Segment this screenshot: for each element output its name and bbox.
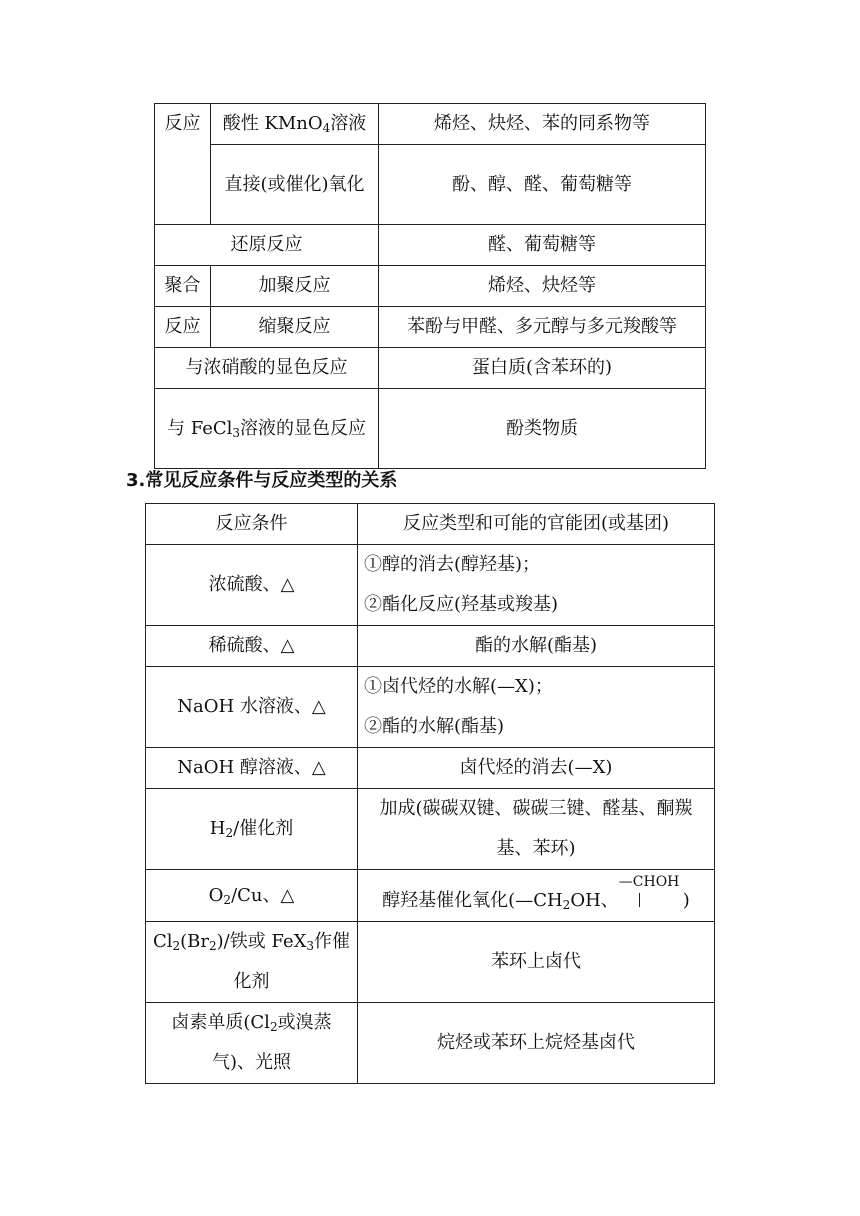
- section-heading: 3.常见反应条件与反应类型的关系: [126, 470, 398, 491]
- condition-cell: 浓硫酸、△: [146, 545, 358, 626]
- reaction-category-cell: [155, 389, 379, 469]
- substance-cell: 酚、醇、醛、葡萄糖等: [379, 145, 706, 225]
- reaction-type-cell: 加成(碳碳双键、碳碳三键、醛基、酮羰基、苯环): [358, 789, 715, 870]
- condition-cell: NaOH 醇溶液、△: [146, 748, 358, 789]
- cell-text: H: [209, 818, 226, 839]
- table-header-row: [146, 504, 715, 545]
- table-row: [155, 145, 706, 225]
- table-row: [146, 922, 715, 1003]
- subscript: 3: [232, 425, 241, 440]
- reaction-type-cell: [358, 870, 715, 922]
- reagent-text: 溶液: [330, 113, 367, 134]
- reaction-line: ①醇的消去(醇羟基)；: [364, 554, 541, 575]
- subscript: 2: [223, 892, 232, 907]
- cell-text: /Cu、△: [231, 884, 295, 906]
- condition-table: [145, 503, 715, 1084]
- subscript: 3: [306, 939, 315, 953]
- substance-cell: 烯烃、炔烃、苯的同系物等: [379, 104, 706, 145]
- reaction-line: ②酯化反应(羟基或羧基): [364, 594, 559, 615]
- table-row: [146, 667, 715, 748]
- subscript: 2: [225, 826, 234, 840]
- table-row: [155, 225, 706, 266]
- reaction-type-cell: 苯环上卤代: [358, 922, 715, 1003]
- table-row: [155, 266, 706, 307]
- table-row: [155, 307, 706, 348]
- condition-cell: [146, 922, 358, 1003]
- cell-text: 或溴蒸气)、光照: [211, 1012, 332, 1073]
- substance-cell: 烯烃、炔烃等: [379, 266, 706, 307]
- reaction-type-cell: 卤代烃的消去(—X): [358, 748, 715, 789]
- cell-text: )/铁或 FeX: [216, 931, 307, 952]
- table-row: [155, 104, 706, 145]
- cell-text: /催化剂: [233, 818, 294, 839]
- cell-text: O: [208, 884, 224, 906]
- reaction-type-cell: [358, 667, 715, 748]
- cell-text: 与 FeCl: [166, 417, 233, 439]
- cell-text: OH、: [570, 889, 619, 911]
- structure-group: —CHOH: [618, 873, 680, 890]
- reagent-cell: 加聚反应: [211, 266, 379, 307]
- reaction-type-cell: [358, 545, 715, 626]
- condition-cell: 稀硫酸、△: [146, 626, 358, 667]
- table-row: [146, 1003, 715, 1084]
- subscript: 4: [322, 121, 331, 135]
- column-header: 反应类型和可能的官能团(或基团): [358, 504, 715, 545]
- reaction-line: ①卤代烃的水解(—X)；: [364, 676, 553, 697]
- chemical-structure: [618, 873, 683, 913]
- reaction-category-cell: 聚合: [155, 266, 211, 307]
- condition-cell: [146, 870, 358, 922]
- table-row: [155, 348, 706, 389]
- reagent-cell: 缩聚反应: [211, 307, 379, 348]
- subscript: 2: [208, 939, 217, 953]
- substance-cell: 醛、葡萄糖等: [379, 225, 706, 266]
- cell-text: 醇羟基催化氧化(—CH: [382, 889, 563, 911]
- reaction-type-cell: 酯的水解(酯基): [358, 626, 715, 667]
- cell-text: 溶液的显色反应: [240, 417, 367, 439]
- table-row: [146, 870, 715, 922]
- substance-cell: 蛋白质(含苯环的): [379, 348, 706, 389]
- cell-text: 作催化剂: [233, 931, 351, 992]
- reagent-cell: 直接(或催化)氧化: [211, 145, 379, 225]
- substance-cell: 苯酚与甲醛、多元醇与多元羧酸等: [379, 307, 706, 348]
- condition-cell: [146, 1003, 358, 1084]
- table-row: [155, 389, 706, 469]
- table-row: [146, 545, 715, 626]
- reaction-table: [154, 103, 706, 469]
- reaction-category-cell: 反应: [155, 307, 211, 348]
- reaction-category-cell: 还原反应: [155, 225, 379, 266]
- subscript: 2: [562, 897, 571, 912]
- condition-cell: [146, 789, 358, 870]
- structure-bond: [639, 893, 640, 907]
- cell-text: 卤素单质(Cl: [171, 1012, 270, 1033]
- subscript: 2: [269, 1020, 278, 1034]
- table-row: [146, 748, 715, 789]
- reaction-line: ②酯的水解(酯基): [364, 716, 505, 737]
- table-row: [146, 626, 715, 667]
- reaction-category-cell: 与浓硝酸的显色反应: [155, 348, 379, 389]
- table-row: [146, 789, 715, 870]
- condition-cell: NaOH 水溶液、△: [146, 667, 358, 748]
- reaction-category-cell: 反应: [155, 104, 211, 225]
- cell-text: ): [682, 889, 690, 911]
- substance-cell: 酚类物质: [379, 389, 706, 469]
- column-header: 反应条件: [146, 504, 358, 545]
- cell-text: (Br: [180, 931, 209, 952]
- reagent-text: 酸性 KMnO: [222, 113, 323, 134]
- reaction-type-cell: 烷烃或苯环上烷烃基卤代: [358, 1003, 715, 1084]
- subscript: 2: [172, 939, 181, 953]
- reagent-cell: [211, 104, 379, 145]
- cell-text: Cl: [152, 931, 173, 952]
